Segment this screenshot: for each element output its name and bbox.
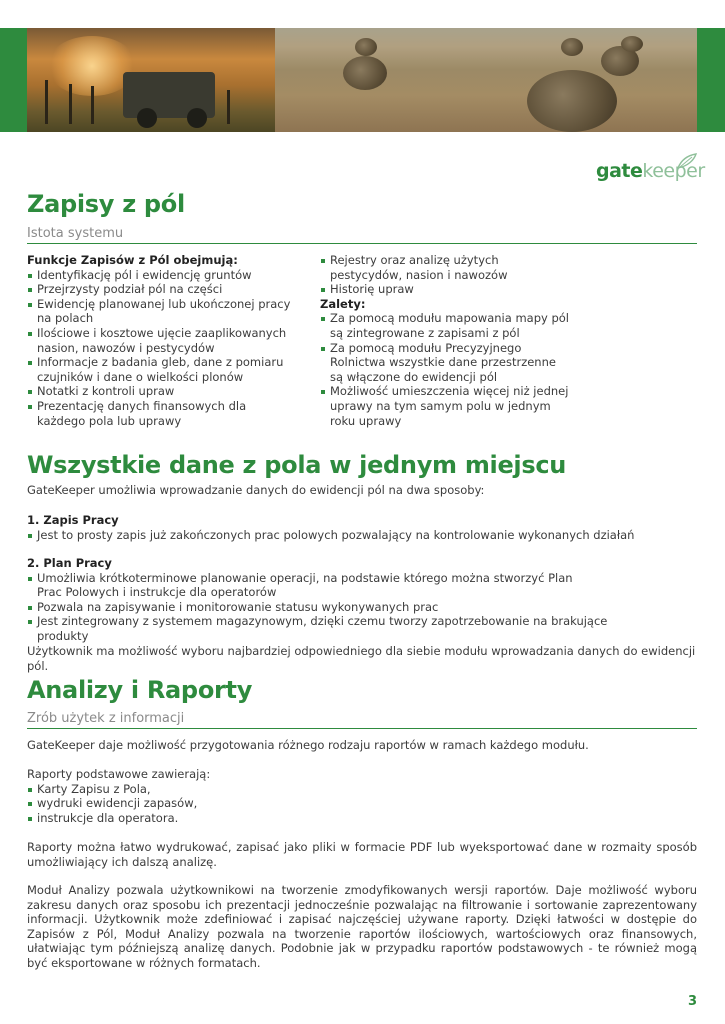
list-item: Prezentację danych finansowych dla każdego pola lub uprawy xyxy=(27,399,297,428)
hay-bale xyxy=(527,70,617,132)
list-item: Informacje z badania gleb, dane z pomiaru czujników i dane o wielkości plonów xyxy=(27,355,297,384)
section-divider xyxy=(27,243,697,244)
list-item: Umożliwia krótkoterminowe planowanie operacji, na podstawie którego można stworzyć Plan Prac Polowych i instrukcje dla operatorów xyxy=(27,571,587,600)
zapis-pracy-heading: 1. Zapis Pracy xyxy=(27,513,119,527)
fence-post xyxy=(45,80,48,124)
list-item: Możliwość umieszczenia więcej niż jednej uprawy na tym samym polu w jednym roku uprawy xyxy=(320,384,570,428)
features-column-left xyxy=(27,253,297,428)
section3-paragraph-1: GateKeeper daje możliwość przygotowania różnego rodzaju raportów w ramach każdego modułu. xyxy=(27,738,589,752)
section3-paragraph-3: Moduł Analizy pozwala użytkownikowi na tworzenie zmodyfikowanych wersji raportów. Daje możliwość wyboru zakresu danych oraz sposobu ich prezentacji jednocześnie pozwalając na filtrowanie i sortowanie zaprezentowany informacji. Użytkownik może zdefiniować i zapisać najczęściej używane raporty. Dzięki łatwości w dostępie do Zapisów z Pól, Moduł Analizy pozwala na tworzenie raportów ilościowych, wartościowych oraz finansowych, ułatwiając tym późniejszą analizę danych. Podobnie jak w przypadku raportów podstawowych - te również mogą być eksportowane w różnych formatach. xyxy=(27,883,697,970)
section-subtitle-istota: Istota systemu xyxy=(27,226,124,241)
list-item: Ewidencję planowanej lub ukończonej pracy na polach xyxy=(27,297,297,326)
logo-text-keeper: keeper xyxy=(642,160,705,182)
list-item: wydruki ewidencji zapasów, xyxy=(27,796,697,811)
list-item: Pozwala na zapisywanie i monitorowanie statusu wykonywanych prac xyxy=(27,600,587,615)
header-top-margin xyxy=(0,0,725,28)
list-item: Karty Zapisu z Pola, xyxy=(27,782,697,797)
fence-post xyxy=(227,90,230,124)
bales-photo xyxy=(275,28,697,132)
page-number: 3 xyxy=(688,994,698,1009)
tractor-wheel xyxy=(137,108,157,128)
list-item: Przejrzysty podział pól na części xyxy=(27,282,297,297)
basic-reports-block xyxy=(27,767,697,825)
list-item: Jest to prosty zapis już zakończonych prac polowych pozwalający na kontrolowanie wykonanych działań xyxy=(27,528,697,543)
features-column-right xyxy=(320,253,570,428)
leaf-icon xyxy=(676,152,698,172)
logo-text-gate: gate xyxy=(596,160,643,182)
plan-pracy-heading: 2. Plan Pracy xyxy=(27,556,112,570)
fence-post xyxy=(91,86,94,124)
hay-bale xyxy=(343,56,387,90)
section3-paragraph-2: Raporty można łatwo wydrukować, zapisać jako pliki w formacie PDF lub wyeksportować dane w rozmaity sposób umożliwiający ich dalszą analizę. xyxy=(27,840,697,869)
header-photo xyxy=(27,28,697,132)
list-item: Rejestry oraz analizę użytych pestycydów, nasion i nawozów xyxy=(320,253,570,282)
section2-intro: GateKeeper umożliwia wprowadzanie danych do ewidencji pól na dwa sposoby: xyxy=(27,483,485,497)
list-item: Identyfikację pól i ewidencję gruntów xyxy=(27,268,297,283)
gatekeeper-logo xyxy=(596,154,705,184)
hay-bale xyxy=(355,38,377,56)
harvest-photo xyxy=(27,28,275,132)
section-divider xyxy=(27,728,697,729)
list-item: Historię upraw xyxy=(320,282,570,297)
section2-closing: Użytkownik ma możliwość wyboru najbardziej odpowiedniego dla siebie modułu wprowadzania danych do ewidencji pól. xyxy=(27,644,696,673)
list-item: Ilościowe i kosztowe ujęcie zaaplikowanych nasion, nawozów i pestycydów xyxy=(27,326,297,355)
hay-bale xyxy=(561,38,583,56)
basic-reports-heading: Raporty podstawowe zawierają: xyxy=(27,767,211,781)
section-title-analizy: Analizy i Raporty xyxy=(27,676,253,704)
list-item: Za pomocą modułu mapowania mapy pól są zintegrowane z zapisami z pól xyxy=(320,311,570,340)
advantages-heading: Zalety: xyxy=(320,296,366,311)
plan-pracy-block xyxy=(27,556,608,644)
hay-bale xyxy=(621,36,643,52)
tractor-wheel xyxy=(187,108,207,128)
zapis-pracy-block xyxy=(27,513,697,542)
header-accent-right xyxy=(697,28,725,132)
features-heading: Funkcje Zapisów z Pól obejmują: xyxy=(27,253,238,267)
list-item: Jest zintegrowany z systemem magazynowym, dzięki czemu tworzy zapotrzebowanie na brakujące produkty xyxy=(27,614,637,643)
list-item: Notatki z kontroli upraw xyxy=(27,384,297,399)
list-item: instrukcje dla operatora. xyxy=(27,811,697,826)
fence-post xyxy=(69,84,72,124)
section-title-zapisy: Zapisy z pól xyxy=(27,190,185,218)
list-item: Za pomocą modułu Precyzyjnego Rolnictwa wszystkie dane przestrzenne są włączone do ewidencji pól xyxy=(320,341,570,385)
section-title-wszystkie-dane: Wszystkie dane z pola w jednym miejscu xyxy=(27,451,567,479)
header-accent-left xyxy=(0,28,27,132)
section-subtitle-zrob-uzytek: Zrób użytek z informacji xyxy=(27,711,185,726)
